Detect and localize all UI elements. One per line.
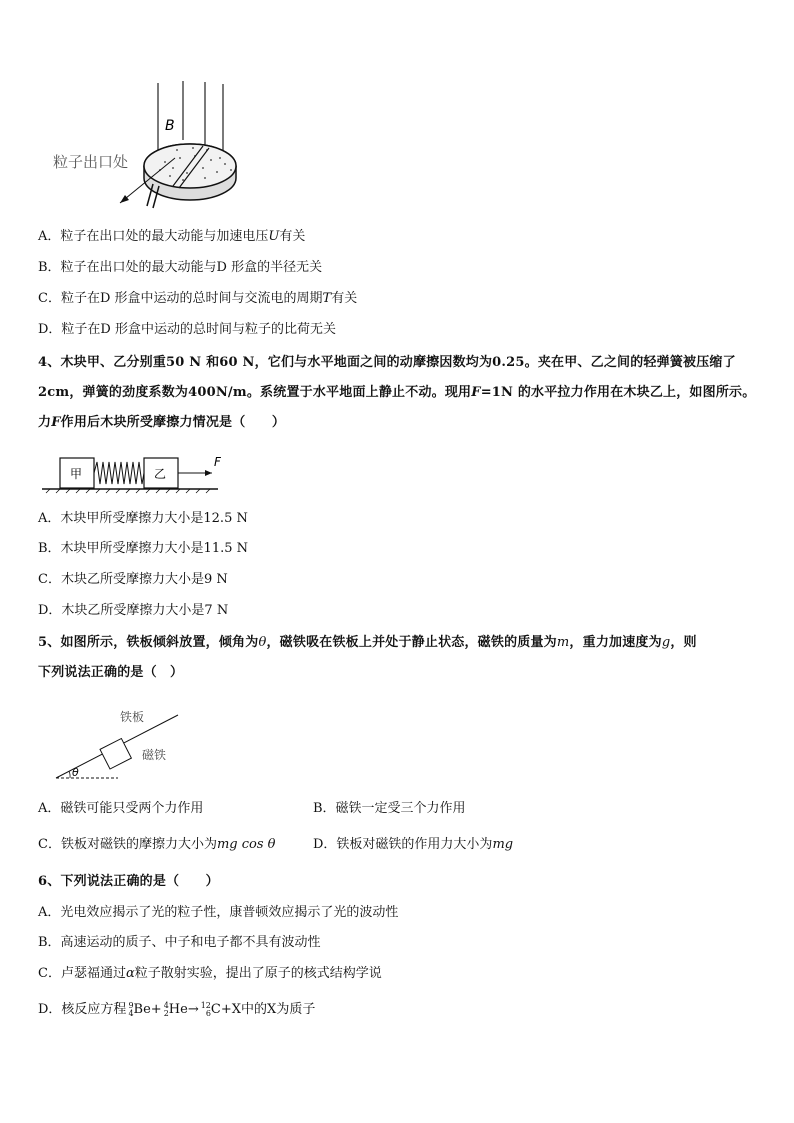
q5-stem-line1: 5、如图所示，铁板倾斜放置，倾角为θ，磁铁吸在铁板上并处于静止状态，磁铁的质量为m，重力加速度为g，则 (38, 635, 697, 650)
exit-label: 粒子出口处 (53, 153, 129, 171)
q3-option-d: D．粒子在D 形盒中运动的总时间与粒子的比荷无关 (38, 322, 336, 337)
q4-option-c: C．木块乙所受摩擦力大小是9 N (38, 572, 228, 587)
block-a-label: 甲 (70, 467, 83, 481)
force-label: F (214, 455, 221, 469)
q6-option-b: B．高速运动的质子、中子和电子都不具有波动性 (38, 935, 321, 950)
q5-option-d: D．铁板对磁铁的作用力大小为mg (313, 837, 514, 852)
q3-option-c: C．粒子在D 形盒中运动的总时间与交流电的周期T有关 (38, 291, 358, 306)
q6-option-c: C．卢瑟福通过α粒子散射实验，提出了原子的核式结构学说 (38, 966, 382, 981)
q4-option-d: D．木块乙所受摩擦力大小是7 N (38, 603, 229, 618)
plate-label: 铁板 (120, 710, 145, 724)
q6-option-d: D．核反应方程 9 4 Be+ 4 2 He→ 12 6 C+X中的X为质子 (38, 1000, 316, 1018)
q4-stem-line3: 力F作用后木块所受摩擦力情况是（ ） (38, 415, 286, 430)
block-b-label: 乙 (154, 467, 167, 481)
q3-option-b: B．粒子在出口处的最大动能与D 形盒的半径无关 (38, 260, 323, 275)
q5-stem-line2: 下列说法正确的是（ ） (38, 665, 184, 680)
q6-stem: 6、下列说法正确的是（ ） (38, 874, 219, 889)
q3-option-a: A．粒子在出口处的最大动能与加速电压U有关 (38, 229, 306, 244)
field-label-b: B (165, 118, 175, 134)
q4-stem-line1: 4、木块甲、乙分别重50 N 和60 N，它们与水平地面之间的动摩擦因数均为0.25。夹在甲、乙之间的轻弹簧被压缩了 (38, 355, 736, 370)
angle-label: θ (72, 766, 79, 779)
q5-option-a: A．磁铁可能只受两个力作用 (38, 801, 204, 816)
q5-option-b: B．磁铁一定受三个力作用 (313, 801, 466, 816)
q6-option-a: A．光电效应揭示了光的粒子性，康普顿效应揭示了光的波动性 (38, 905, 399, 920)
incline-magnet-figure (50, 703, 190, 783)
spring-blocks-figure (40, 452, 230, 496)
magnet-label: 磁铁 (142, 748, 167, 762)
q4-option-b: B．木块甲所受摩擦力大小是11.5 N (38, 541, 249, 556)
cyclotron-figure (45, 78, 255, 213)
q4-stem-line2: 2cm，弹簧的劲度系数为400N/m。系统置于水平地面上静止不动。现用F=1N 的水平拉力作用在木块乙上，如图所示。 (38, 385, 756, 400)
q4-option-a: A．木块甲所受摩擦力大小是12.5 N (38, 511, 248, 526)
q5-option-c: C．铁板对磁铁的摩擦力大小为mg cos θ (38, 837, 276, 852)
